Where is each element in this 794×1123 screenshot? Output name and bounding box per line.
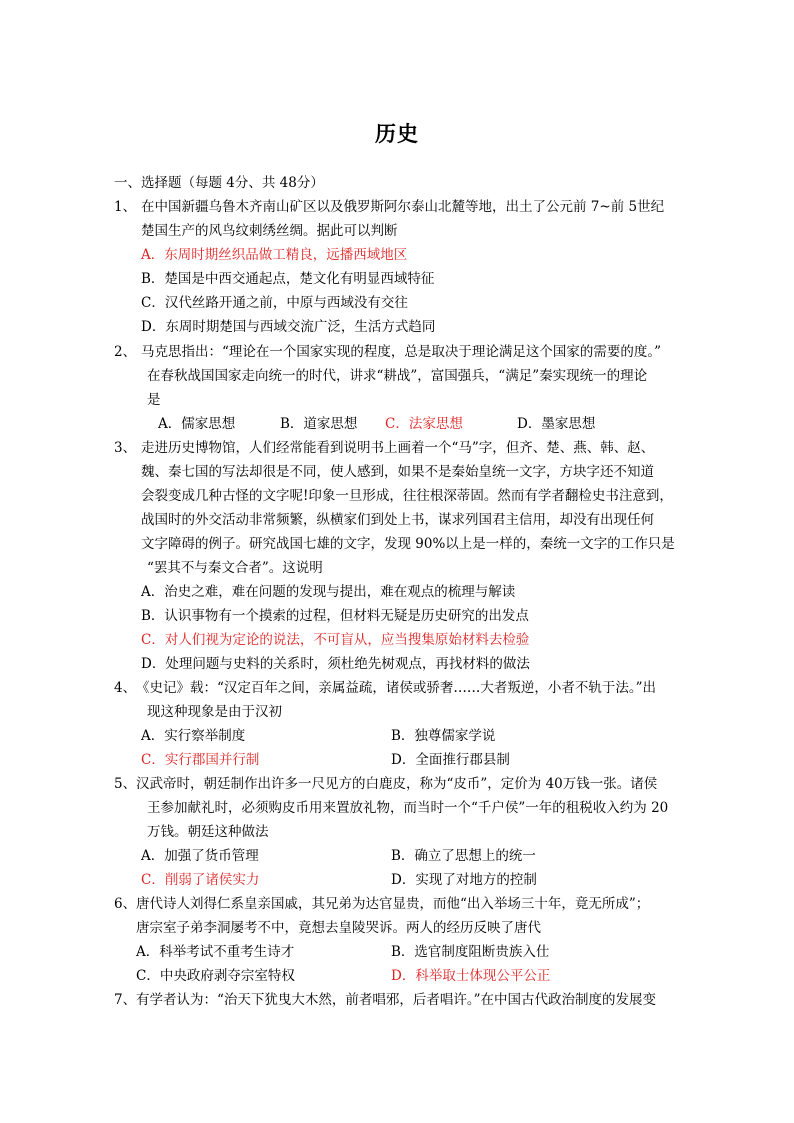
answer-option: D．处理问题与史料的关系时，须杜绝先树观点，再找材料的做法 <box>141 656 530 672</box>
answer-option: B．选官制度阻断贵族入仕 <box>391 944 550 960</box>
answer-option: B．道家思想 <box>280 416 358 432</box>
answer-option: A．治史之难，难在问题的发现与提出，难在观点的梳理与解读 <box>141 584 516 600</box>
question-stem-line: 唐代诗人刘得仁系皇亲国戚，其兄弟为达官显贵，而他“出入举场三十年，竟无所成”； <box>136 896 650 912</box>
question-number: 2、 <box>114 344 137 360</box>
answer-option: B．认识事物有一个摸索的过程，但材料无疑是历史研究的出发点 <box>141 608 529 624</box>
page-title: 历史 <box>375 122 419 146</box>
question-stem-line: 现这种现象是由于汉初 <box>147 704 282 720</box>
answer-option: D．实现了对地方的控制 <box>391 872 537 888</box>
answer-option: C．汉代丝路开通之前，中原与西域没有交往 <box>141 295 408 311</box>
question-stem-line: 魏、秦七国的写法却很是不同，使人感到，如果不是秦始皇统一文字，方块字还不知道 <box>141 464 654 480</box>
question-stem-line: 王参加献礼时，必须购皮币用来置放礼物，而当时一个“千户侯”一年的租税收入约为 20 <box>147 800 669 816</box>
question-stem-line: 走进历史博物馆，人们经常能看到说明书上画着一个“马”字，但齐、楚、燕、韩、赵、 <box>141 440 655 456</box>
question-stem-line: 楚国生产的风鸟纹刺绣丝绸。据此可以判断 <box>141 223 398 239</box>
answer-option-correct: C．对人们视为定论的说法，不可盲从，应当搜集原始材料去检验 <box>141 632 530 648</box>
answer-option-correct: C．削弱了诸侯实力 <box>141 872 260 888</box>
question-stem-line: 在春秋战国国家走向统一的时代，讲求“耕战”，富国强兵，“满足”秦实现统一的理论 <box>147 368 648 384</box>
question-stem-line: 在中国新疆乌鲁木齐南山矿区以及俄罗斯阿尔泰山北麓等地，出土了公元前 7~前 5世纪 <box>141 199 665 215</box>
answer-option-correct: C．法家思想 <box>385 416 463 432</box>
question-stem-line: 万钱。朝廷这种做法 <box>147 824 269 840</box>
answer-option: D．全面推行郡县制 <box>391 752 510 768</box>
answer-option: B．确立了思想上的统一 <box>391 848 536 864</box>
question-stem-line: “罢其不与秦文合者”。这说明 <box>147 560 323 576</box>
answer-option-correct: A．东周时期丝织品做工精良，远播西域地区 <box>141 247 408 263</box>
answer-option: A．科举考试不重考生诗才 <box>136 944 295 960</box>
section-heading: 一、选择题（每题 4分、共 48分） <box>114 175 324 191</box>
question-number: 7、 <box>114 992 137 1008</box>
question-stem-line: 《史记》载：“汉定百年之间，亲属益疏，诸侯或骄奢……大者叛逆，小者不轨于法。”出 <box>136 680 657 696</box>
question-number: 5、 <box>114 776 137 792</box>
question-number: 3、 <box>114 440 137 456</box>
question-number: 1、 <box>114 199 137 215</box>
answer-option: D．墨家思想 <box>517 416 596 432</box>
answer-option: A．儒家思想 <box>158 416 236 432</box>
question-stem-line: 文字障碍的例子。研究战国七雄的文字，发现 90%以上是一样的，秦统一文字的工作只是 <box>141 536 675 552</box>
answer-option-correct: D．科举取士体现公平公正 <box>391 968 551 984</box>
question-stem-line: 汉武帝时，朝廷制作出许多一尺见方的白鹿皮，称为“皮币”，定价为 40万钱一张。诸侯 <box>136 776 658 792</box>
answer-option: A．实行察举制度 <box>141 728 246 744</box>
answer-option: B．楚国是中西交通起点，楚文化有明显西域特征 <box>141 271 435 287</box>
question-stem-line: 战国时的外交活动非常频繁，纵横家们到处上书，谋求列国君主信用，却没有出现任何 <box>141 512 654 528</box>
question-number: 6、 <box>114 896 137 912</box>
question-stem-line: 会裂变成几种古怪的文字呢!印象一旦形成，往往根深蒂固。然而有学者翻检史书注意到， <box>141 488 673 504</box>
question-stem-line: 马克思指出：“理论在一个国家实现的程度，总是取决于理论满足这个国家的需要的度。” <box>141 344 662 360</box>
question-number: 4、 <box>114 680 137 696</box>
answer-option: C．中央政府剥夺宗室特权 <box>136 968 295 984</box>
answer-option: B．独尊儒家学说 <box>391 728 496 744</box>
answer-option-correct: C．实行郡国并行制 <box>141 752 260 768</box>
question-stem-line: 有学者认为：“治天下犹曳大木然，前者唱邪，后者唱许。”在中国古代政治制度的发展变 <box>136 992 657 1008</box>
question-stem-line: 是 <box>147 392 161 408</box>
question-stem-line: 唐宗室子弟李洞屡考不中，竟想去皇陵哭诉。两人的经历反映了唐代 <box>136 920 541 936</box>
answer-option: D．东周时期楚国与西域交流广泛，生活方式趋同 <box>141 319 436 335</box>
answer-option: A．加强了货币管理 <box>141 848 259 864</box>
